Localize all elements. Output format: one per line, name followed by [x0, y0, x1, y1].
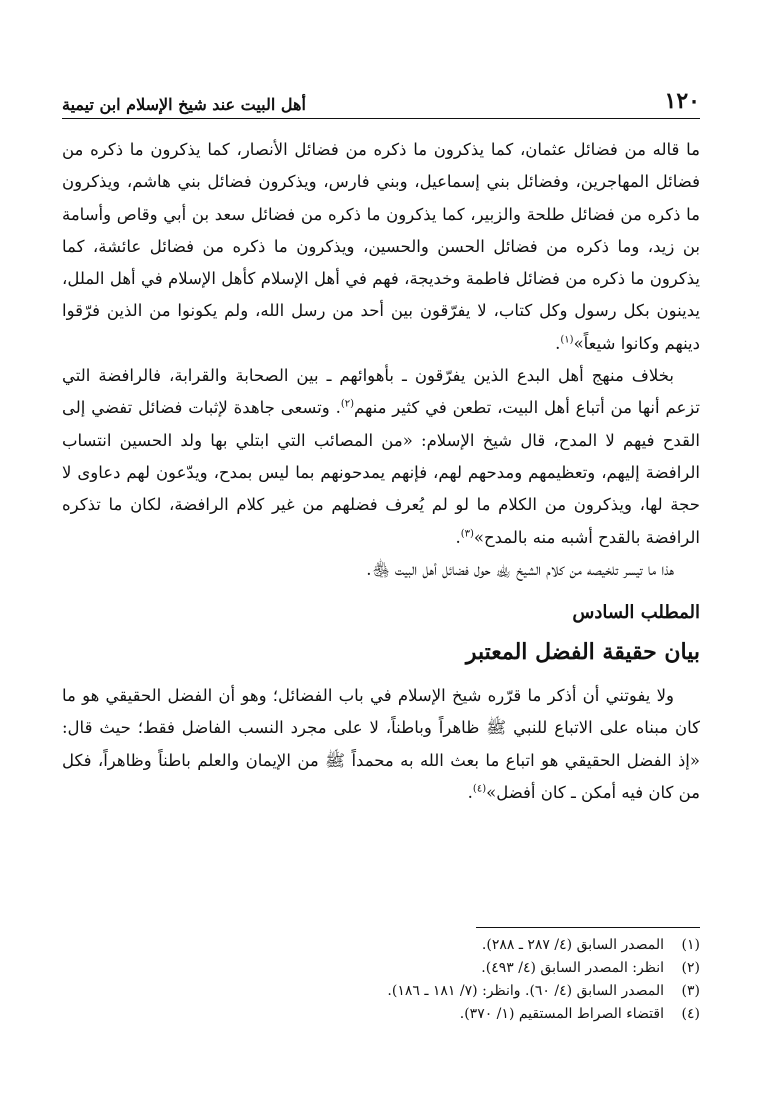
paragraph-2: بخلاف منهج أهل البدع الذين يفرّقون ـ بأهوائهم ـ بين الصحابة والقرابة، فالرافضة التي تزعم أنها من أتباع أهل البيت، تطعن في كثير منهم$^{(٢)}$. وتسعى جاهدة لإثبات فضائل تفضي إلى القدح فيهم لا المدح، قال شيخ الإسلام: «من المصائب التي ابتلي بها ولد الحسين انتساب الرافضة إليهم، وتعظيمهم ومدحهم لهم، فإنهم يمدحونهم بما ليس بمدح، ويدّعون لهم دعاوى لا حجة لها، ويذكرون من الكلام ما لو لم يُعرف فضلهم من غير كلام الرافضة، لكان ما تذكره الرافضة بالقدح أشبه منه بالمدح»$^{(٣)}$.	[62, 366, 700, 547]
footnote-number: (٤)	[681, 1006, 700, 1022]
footnote-number: (٣)	[681, 983, 700, 999]
main-text	[62, 134, 700, 809]
section-heading: بيان حقيقة الفضل المعتبر	[465, 639, 700, 666]
footnote-item	[62, 980, 700, 1003]
footnote-text: انظر: المصدر السابق (٤/ ٤٩٣).	[481, 960, 664, 976]
paragraph-4: ولا يفوتني أن أذكر ما قرّره شيخ الإسلام في باب الفضائل؛ وهو أن الفضل الحقيقي هو ما كان مبناه على الاتباع للنبي ﷺ ظاهراً وباطناً، لا على مجرد النسب الفاضل فقط؛ حيث قال: «إذ الفضل الحقيقي هو اتباع ما بعث الله به محمداً ﷺ من الإيمان والعلم باطناً وظاهراً، فكل من كان فيه أمكن ـ كان أفضل»$^{(٤)}$.	[62, 686, 700, 803]
footnote-ref-4: (٤)	[472, 783, 487, 795]
section-subheading: المطلب السادس	[572, 602, 700, 624]
page-header	[62, 80, 700, 114]
footnote-ref-2: (٢)	[340, 398, 355, 410]
footnote-text: المصدر السابق (٤/ ٦٠). وانظر: (٧/ ١٨١ ـ ١٨٦).	[387, 983, 664, 999]
footnote-ref-1: (١)	[560, 334, 574, 346]
footnote-rule	[476, 927, 700, 928]
footnote-item	[62, 957, 700, 980]
footnotes	[62, 934, 700, 1026]
header-rule	[62, 118, 700, 119]
footnote-ref-3: (٣)	[460, 528, 474, 540]
footnote-number: (١)	[681, 937, 700, 953]
footnote-text: اقتضاء الصراط المستقيم (١/ ٣٧٠).	[459, 1006, 664, 1022]
footnote-number: (٢)	[681, 960, 700, 976]
paragraph-1: ما قاله من فضائل عثمان، كما يذكرون ما ذكره من فضائل الأنصار، كما يذكرون ما ذكره من فضائل المهاجرين، وفضائل بني إسماعيل، وبني فارس، ويذكرون فضائل بني هاشم، ويذكرون ما ذكره من فضائل طلحة والزبير، كما يذكرون ما ذكره من فضائل سعد بن أبي وقاص وأسامة بن زيد، وما ذكره من فضائل الحسن والحسين، ويذكرون ما ذكره من فضائل عائشة، كما يذكرون ما ذكره من فضائل فاطمة وخديجة، فهم في أهل الإسلام كأهل الإسلام في أهل الملل، يدينون بكل رسول وكل كتاب، لا يفرّقون بين أحد من رسل الله، ولم يكونوا من الذين فرّقوا دينهم وكانوا شيعاً»$^{(١)}$.	[62, 140, 700, 353]
running-title: أهل البيت عند شيخ الإسلام ابن تيمية	[62, 95, 306, 114]
footnote-item	[62, 1003, 700, 1026]
footnote-text: المصدر السابق (٤/ ٢٨٧ ـ ٢٨٨).	[481, 937, 664, 953]
paragraph-3: هذا ما تيسر تلخيصه من كلام الشيخ ﵀ حول فضائل أهل البيت ﵃.	[366, 559, 674, 579]
footnote-item	[62, 934, 700, 957]
page-number: ١٢٠	[664, 88, 700, 114]
